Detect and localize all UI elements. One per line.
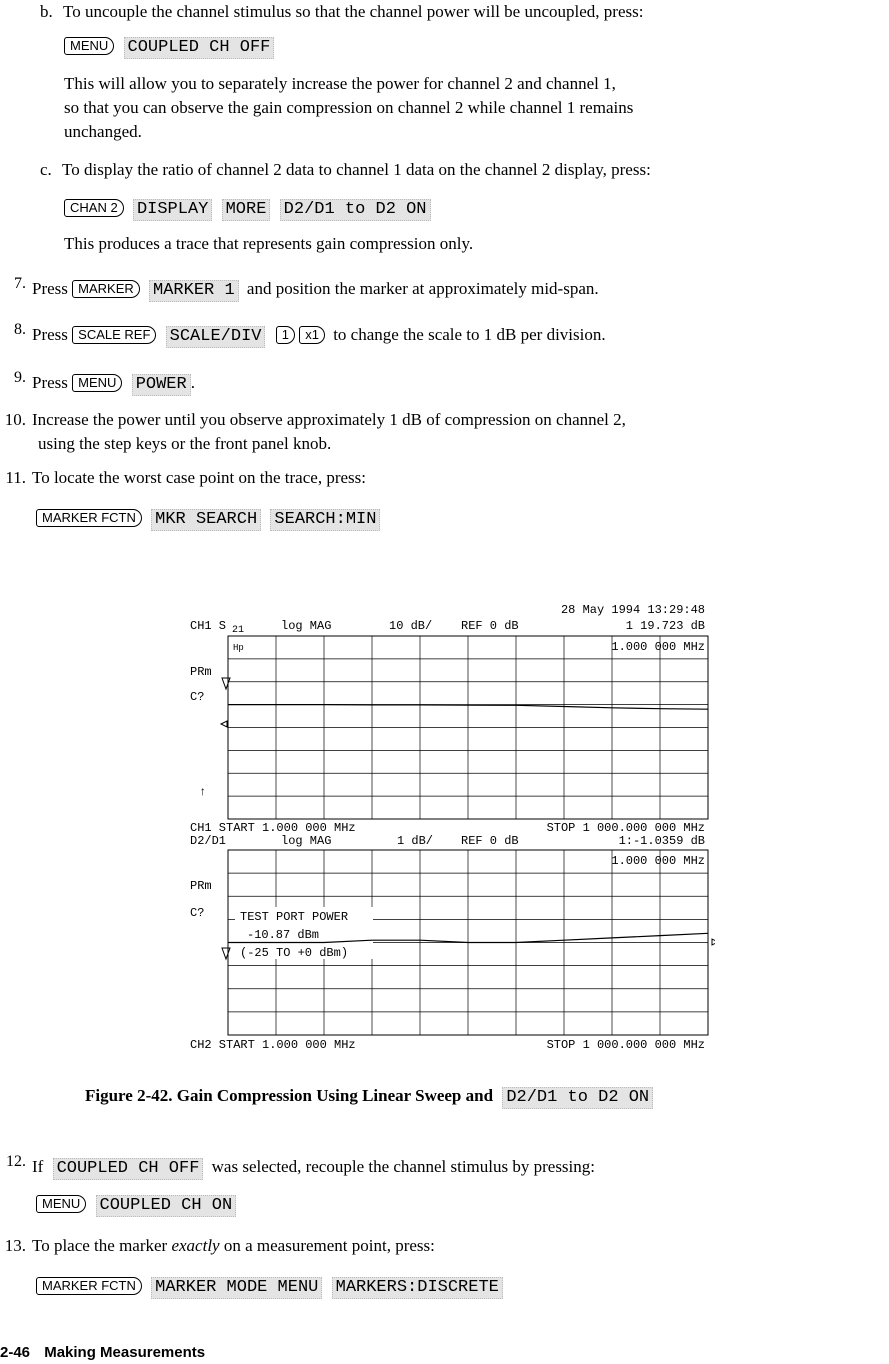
step-12-num: 12. xyxy=(6,1153,26,1170)
step-b xyxy=(40,0,643,24)
numeric-1-key[interactable]: 1 xyxy=(276,326,295,344)
ch2-header-fmt: log MAG xyxy=(281,834,332,848)
step-c-keys xyxy=(64,198,431,221)
d2d1-to-d2-on-softkey[interactable]: D2/D1 to D2 ON xyxy=(280,199,431,221)
x1-key[interactable]: x1 xyxy=(299,326,325,344)
mkr-search-softkey[interactable]: MKR SEARCH xyxy=(151,509,261,531)
step-12-keys xyxy=(36,1194,236,1217)
step-8-num: 8. xyxy=(14,321,26,338)
ch1-ph-label: Hp xyxy=(233,643,244,653)
analyzer-screen-figure xyxy=(185,598,715,1058)
step-13 xyxy=(0,1234,435,1258)
ch1-c-label: C? xyxy=(190,690,205,704)
ch2-header-left: D2/D1 xyxy=(190,834,227,848)
step-b-text: To uncouple the channel stimulus so that the channel power will be uncoupled, press: xyxy=(63,2,644,21)
step-8-post: to change the scale to 1 dB per division. xyxy=(333,325,606,344)
step-b-note-line1: This will allow you to separately increase the power for channel 2 and channel 1, xyxy=(64,74,616,93)
step-10-num: 10. xyxy=(4,410,26,429)
ch1-header-scale: 10 dB/ xyxy=(389,619,433,633)
step-7 xyxy=(0,272,599,302)
more-softkey[interactable]: MORE xyxy=(222,199,271,221)
ch2-prm-label: PRm xyxy=(190,879,212,893)
step-11-num: 11. xyxy=(5,468,26,487)
step-10-line1: Increase the power until you observe approximately 1 dB of compression on channel 2, xyxy=(32,410,626,429)
step-11-keys xyxy=(36,508,380,531)
ch2-right-tick-marker xyxy=(712,939,715,945)
step-13-post: on a measurement point, press: xyxy=(223,1236,435,1255)
ch1-header-marker: 1 19.723 dB xyxy=(625,619,705,633)
step-13-emphasis: exactly xyxy=(171,1236,220,1255)
ch2-stop-label: STOP 1 000.000 000 MHz xyxy=(546,1038,705,1052)
scale-ref-hardkey[interactable]: SCALE REF xyxy=(72,326,156,344)
step-12-pre: If xyxy=(32,1157,44,1176)
ch2-header-ref: REF 0 dB xyxy=(461,834,519,848)
ch1-left-tick-marker xyxy=(221,721,227,727)
ch1-marker-freq: 1.000 000 MHz xyxy=(611,640,705,654)
ch1-header-sub: 21 xyxy=(232,625,245,636)
step-11-text: To locate the worst case point on the trace, press: xyxy=(32,468,366,487)
step-7-pre: Press xyxy=(32,279,68,298)
ch2-annot-line1: TEST PORT POWER xyxy=(240,910,349,924)
ch1-scroll-arrow: ↑ xyxy=(199,785,207,799)
step-10-line2: using the step keys or the front panel knob. xyxy=(38,434,332,453)
ch1-reference-marker xyxy=(222,678,230,689)
step-c-text: To display the ratio of channel 2 data to channel 1 data on the channel 2 display, press: xyxy=(62,160,651,179)
menu-hardkey-3[interactable]: MENU xyxy=(36,1195,86,1213)
menu-hardkey[interactable]: MENU xyxy=(64,37,114,55)
step-c-note: This produces a trace that represents gain compression only. xyxy=(64,234,474,253)
marker-fctn-hardkey[interactable]: MARKER FCTN xyxy=(36,509,142,527)
search-min-softkey[interactable]: SEARCH:MIN xyxy=(270,509,380,531)
step-13-keys xyxy=(36,1276,503,1299)
step-9 xyxy=(0,366,195,396)
step-7-post: and position the marker at approximately mid-span. xyxy=(246,279,599,298)
marker-mode-menu-softkey[interactable]: MARKER MODE MENU xyxy=(151,1277,322,1299)
figure-caption xyxy=(85,1086,653,1109)
step-11 xyxy=(0,466,366,490)
ch2-header-scale: 1 dB/ xyxy=(397,834,434,848)
step-7-num: 7. xyxy=(14,275,26,292)
step-b-keys xyxy=(64,36,274,59)
page-footer xyxy=(0,1344,205,1361)
ch2-header-marker: 1:-1.0359 dB xyxy=(618,834,705,848)
ch2-reference-marker xyxy=(222,948,230,959)
ch1-stop-label: STOP 1 000.000 000 MHz xyxy=(546,821,705,835)
chan2-hardkey[interactable]: CHAN 2 xyxy=(64,199,124,217)
step-9-pre: Press xyxy=(32,373,68,392)
step-12 xyxy=(0,1150,595,1180)
markers-discrete-softkey[interactable]: MARKERS:DISCRETE xyxy=(332,1277,503,1299)
ch1-start-label: CH1 START 1.000 000 MHz xyxy=(190,821,356,835)
analyzer-screen-svg xyxy=(185,598,715,1058)
ch2-c-label: C? xyxy=(190,906,205,920)
section-title: Making Measurements xyxy=(44,1344,206,1361)
marker1-softkey[interactable]: MARKER 1 xyxy=(149,280,239,302)
ch2-annot-line3: (-25 TO +0 dBm) xyxy=(240,946,349,960)
step-9-num: 9. xyxy=(14,369,26,386)
ch2-start-label: CH2 START 1.000 000 MHz xyxy=(190,1038,356,1052)
coupled-ch-off-softkey-2[interactable]: COUPLED CH OFF xyxy=(53,1158,204,1180)
datetime-label: 28 May 1994 13:29:48 xyxy=(560,603,705,617)
coupled-ch-on-softkey[interactable]: COUPLED CH ON xyxy=(96,1195,237,1217)
step-c xyxy=(40,158,651,182)
page-number: 2-46 xyxy=(0,1344,31,1361)
step-9-post: . xyxy=(190,373,195,392)
scale-div-softkey[interactable]: SCALE/DIV xyxy=(166,326,266,348)
marker-hardkey[interactable]: MARKER xyxy=(72,280,140,298)
step-10 xyxy=(0,408,626,456)
ch1-header-fmt: log MAG xyxy=(281,619,332,633)
step-b-note xyxy=(64,72,633,144)
ch1-header-ref: REF 0 dB xyxy=(461,619,519,633)
figure-caption-softkey: D2/D1 to D2 ON xyxy=(502,1087,653,1109)
ch2-marker-freq: 1.000 000 MHz xyxy=(611,854,705,868)
step-13-num: 13. xyxy=(4,1236,26,1255)
step-12-post: was selected, recouple the channel stimulus by pressing: xyxy=(211,1157,595,1176)
display-softkey[interactable]: DISPLAY xyxy=(133,199,212,221)
step-b-marker: b. xyxy=(40,2,53,21)
step-8 xyxy=(0,318,606,348)
power-softkey[interactable]: POWER xyxy=(132,374,191,396)
step-13-pre: To place the marker xyxy=(32,1236,168,1255)
step-b-note-line3: unchanged. xyxy=(64,122,142,141)
step-b-note-line2: so that you can observe the gain compression on channel 2 while channel 1 remains xyxy=(64,98,634,117)
ch1-header-left: CH1 S xyxy=(190,619,227,633)
step-8-pre: Press xyxy=(32,325,68,344)
step-c-marker: c. xyxy=(40,160,52,179)
ch1-gridlines xyxy=(228,636,708,819)
ch1-prm-label: PRm xyxy=(190,665,212,679)
marker-fctn-hardkey-2[interactable]: MARKER FCTN xyxy=(36,1277,142,1295)
coupled-ch-off-softkey[interactable]: COUPLED CH OFF xyxy=(124,37,275,59)
menu-hardkey-2[interactable]: MENU xyxy=(72,374,122,392)
figure-caption-text: Figure 2-42. Gain Compression Using Linear Sweep and xyxy=(85,1086,494,1105)
ch2-annot-line2: -10.87 dBm xyxy=(247,928,320,942)
